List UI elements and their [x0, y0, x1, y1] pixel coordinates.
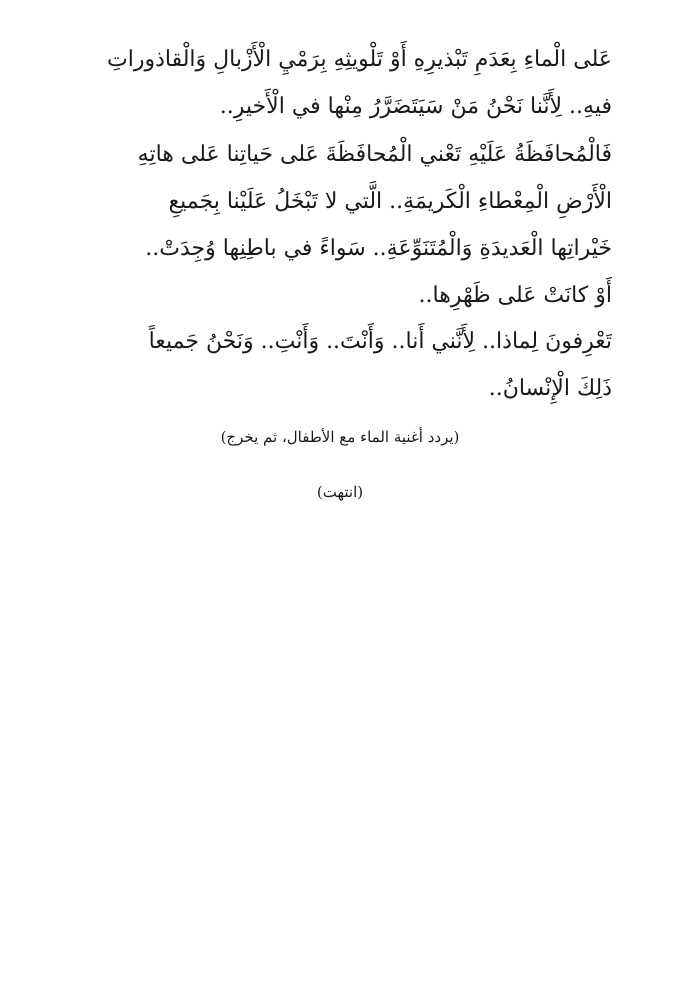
- paragraph-water-care: [62, 36, 612, 130]
- text-line: خَيْراتِها الْعَديدَةِ وَالْمُتَنَوِّعَةِ.. سَواءً في باطِنِها وُجِدَتْ..: [145, 236, 612, 261]
- text-line: أَوْ كانَتْ عَلى ظَهْرِها..: [418, 283, 612, 308]
- text-line: فَالْمُحافَظَةُ عَلَيْهِ تَعْني الْمُحافَظَةَ عَلى حَياتِنا عَلى هاتِهِ: [137, 142, 612, 167]
- end-marker: (انتهت): [316, 483, 364, 501]
- text-line: الْأَرْضِ الْمِعْطاءِ الْكَريمَةِ.. الَّتي لا تَبْخَلُ عَلَيْنا بِجَميعِ: [168, 189, 612, 214]
- text-line: تَعْرِفونَ لِماذا.. لِأَنَّني أَنا.. وَأَنْتَ.. وَأَنْتِ.. وَنَحْنُ جَميعاً: [148, 329, 612, 354]
- text-line: فيهِ.. لِأَنَّنا نَحْنُ مَنْ سَيَتَضَرَّرُ مِنْها في الْأَخيرِ..: [219, 94, 612, 119]
- text-line: عَلى الْماءِ بِعَدَمِ تَبْذيرِهِ أَوْ تَلْويثِهِ بِرَمْيِ الْأَزْبالِ وَالْقاذوراتِ: [107, 47, 612, 72]
- paragraph-earth-preservation: [62, 131, 612, 319]
- text-line: ذَلِكَ الْإِنْسانُ..: [488, 376, 612, 401]
- paragraph-human-being: [62, 318, 612, 412]
- stage-direction: (يردد أغنية الماء مع الأطفال، ثم يخرج): [220, 428, 460, 446]
